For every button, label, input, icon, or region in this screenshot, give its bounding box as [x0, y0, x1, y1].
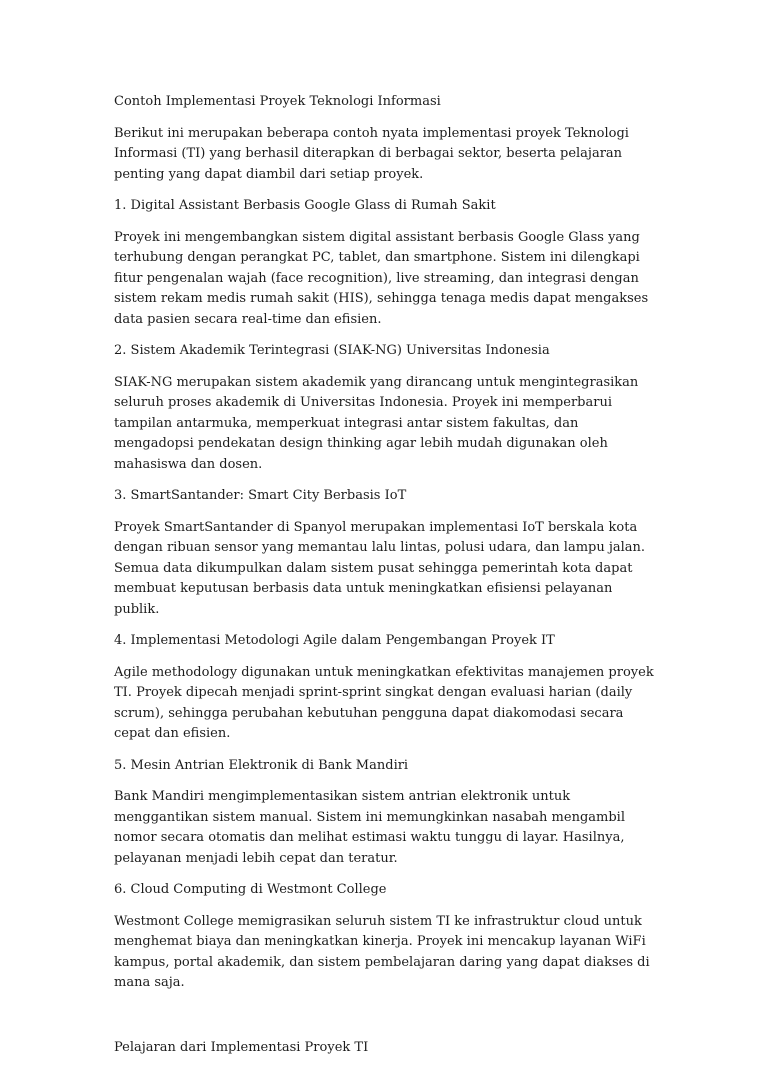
section-6-body: Westmont College memigrasikan seluruh sistem TI ke infrastruktur cloud untuk menghemat biaya dan meningkatkan kinerja. Proyek ini mencakup layanan WiFi kampus, portal akademik, dan sistem pembelajaran daring yang dapat diakses di mana saja.	[114, 913, 650, 990]
document-title: Contoh Implementasi Proyek Teknologi Informasi	[114, 94, 441, 109]
section-2-body: SIAK-NG merupakan sistem akademik yang dirancang untuk mengintegrasikan seluruh proses akademik di Universitas Indonesia. Proyek ini memperbarui tampilan antarmuka, memperkuat integrasi antar sistem fakultas, dan mengadopsi pendekatan design thinking agar lebih mudah digunakan oleh mahasiswa dan dosen.	[114, 374, 639, 472]
section-6-heading: 6. Cloud Computing di Westmont College	[114, 882, 387, 897]
intro-paragraph: Berikut ini merupakan beberapa contoh nyata implementasi proyek Teknologi Informasi (TI) yang berhasil diterapkan di berbagai sektor, beserta pelajaran penting yang dapat diambil dari setiap proyek.	[114, 125, 629, 182]
section-2-heading: 2. Sistem Akademik Terintegrasi (SIAK-NG) Universitas Indonesia	[114, 343, 550, 358]
section-5-body: Bank Mandiri mengimplementasikan sistem antrian elektronik untuk menggantikan sistem manual. Sistem ini memungkinkan nasabah mengambil nomor secara otomatis dan melihat estimasi waktu tunggu di layar. Hasilnya, pelayanan menjadi lebih cepat dan teratur.	[114, 789, 625, 866]
document-page	[114, 92, 654, 1069]
closing-heading: Pelajaran dari Implementasi Proyek TI	[114, 1039, 369, 1055]
section-5-heading: 5. Mesin Antrian Elektronik di Bank Mandiri	[114, 757, 409, 773]
spacer	[114, 1005, 654, 1038]
section-4-heading: 4. Implementasi Metodologi Agile dalam Pengembangan Proyek IT	[114, 633, 555, 648]
section-1-body: Proyek ini mengembangkan sistem digital assistant berbasis Google Glass yang terhubung dengan perangkat PC, tablet, dan smartphone. Sistem ini dilengkapi fitur pengenalan wajah (face recognition), live streaming, dan integrasi dengan sistem rekam medis rumah sakit (HIS), sehingga tenaga medis dapat mengakses data pasien secara real-time dan efisien.	[114, 229, 649, 327]
section-3-body: Proyek SmartSantander di Spanyol merupakan implementasi IoT berskala kota dengan ribuan sensor yang memantau lalu lintas, polusi udara, dan lampu jalan. Semua data dikumpulkan dalam sistem pusat sehingga pemerintah kota dapat membuat keputusan berbasis data untuk meningkatkan efisiensi pelayanan publik.	[114, 519, 646, 617]
section-3-heading: 3. SmartSantander: Smart City Berbasis IoT	[114, 488, 407, 503]
section-4-body: Agile methodology digunakan untuk meningkatkan efektivitas manajemen proyek TI. Proyek dipecah menjadi sprint-sprint singkat dengan evaluasi harian (daily scrum), sehingga perubahan kebutuhan pengguna dapat diakomodasi secara cepat dan efisien.	[114, 664, 654, 741]
section-1-heading: 1. Digital Assistant Berbasis Google Glass di Rumah Sakit	[114, 198, 496, 213]
